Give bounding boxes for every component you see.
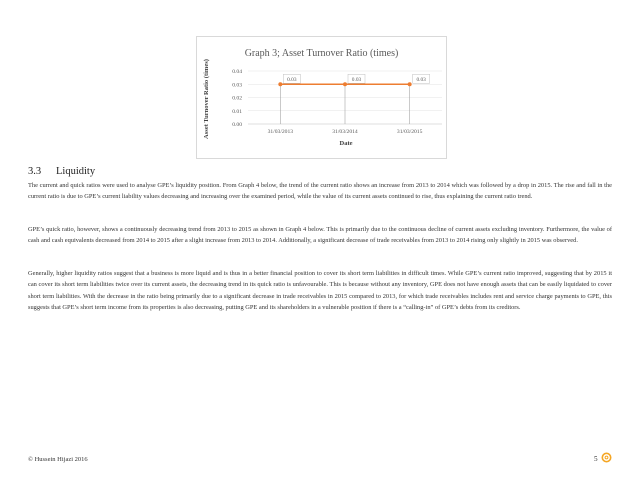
section-heading [28, 166, 95, 177]
y-tick-label: 0.00 [232, 122, 242, 128]
paragraph-quick-ratio: GPE’s quick ratio, however, shows a continuously decreasing trend from 2013 to 2015 as shown in Graph 4 below. This is primarily due to the continuous decline of current assets excluding inventory. Furthermore, the value of cash and cash equivalents decreased from 2014 to 2015 after a slight increase from 2013 to 2014. Additionally, a significant decrease of trade receivables from 2013 to 2014 rising only slightly in 2015 was observed. [28, 226, 612, 245]
section-number: 3.3 [28, 166, 42, 177]
y-tick-label: 0.03 [232, 82, 242, 89]
footer-page-number: 5 [594, 455, 598, 463]
x-tick-label: 31/03/2013 [267, 129, 294, 135]
y-tick-label: 0.04 [232, 69, 242, 75]
chart-title: Graph 3; Asset Turnover Ratio (times) [244, 48, 399, 59]
paragraph-liquidity-intro: The current and quick ratios were used to analyse GPE’s liquidity position. From Graph 4 below, the trend of the current ratio shows an increase from 2013 to 2014 which was followed by a drop in 2015. The rise and fall in the current ratio is due to GPE’s current liability values decreasing and increasing over the examined period, while the value of its current assets continued to rise, thus explaining the current ratio trend. [28, 182, 612, 201]
data-point [278, 82, 282, 86]
data-point [343, 82, 347, 86]
data-label: 0.03 [351, 76, 362, 83]
paragraph-liquidity-analysis: Generally, higher liquidity ratios suggest that a business is more liquid and is thus in a better financial position to cover its short term liabilities in difficult times. While GPE’s current ratio improved, suggesting that by 2015 it can cover its short term liabilities twice over its current assets, the decreasing trend in its quick ratio is unfavourable. This is because without any inventory, GPE does not have enough assets that can be easily liquidated to cover short term liabilities. With the decrease in the ratio being primarily due to a significant decrease in trade receivables in 2015 compared to 2013, for which trade receivables includes rent and service charge payments to GPE, this suggests that GPE’s short term income from its properties is also decreasing, putting GPE and its shareholders in a vulnerable position if there is a “calling-in” of GPE’s debts from its creditors. [28, 270, 612, 312]
y-tick-label: 0.01 [232, 108, 242, 115]
logo-icon [601, 452, 612, 463]
chart-y-axis-label: Asset Turnover Ratio (times) [203, 59, 210, 139]
asset-turnover-chart [196, 36, 447, 159]
data-label: 0.03 [287, 76, 297, 83]
data-label: 0.03 [416, 76, 426, 83]
data-point [408, 82, 412, 86]
footer-copyright: © Hussein Hijazi 2016 [28, 456, 88, 463]
chart-x-axis-label: Date [339, 140, 353, 147]
section-title: Liquidity [56, 166, 96, 177]
x-tick-label: 31/03/2014 [332, 129, 358, 135]
y-tick-label: 0.02 [232, 95, 242, 102]
x-tick-label: 31/03/2015 [396, 129, 423, 135]
chart-canvas [197, 37, 446, 158]
